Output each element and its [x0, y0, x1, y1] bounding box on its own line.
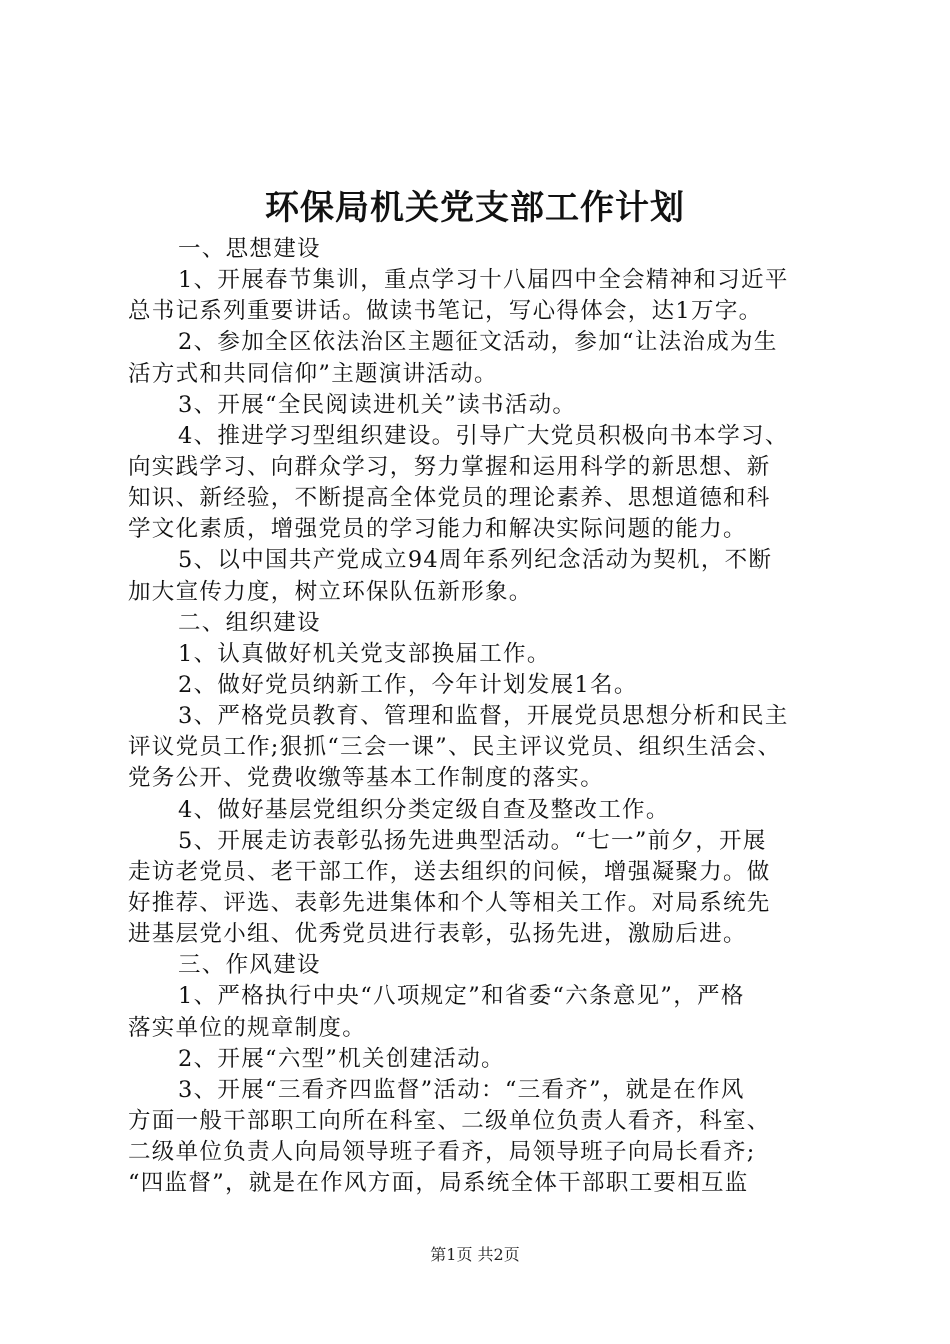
section-heading: 一、思想建设: [178, 236, 321, 262]
text-line: 学文化素质，增强党员的学习能力和解决实际问题的能力。: [128, 516, 747, 543]
text-line: 4、推进学习型组织建设。引导广大党员积极向书本学习、: [178, 422, 789, 449]
text-line: 1、严格执行中央“八项规定”和省委“六条意见”，严格: [178, 983, 745, 1010]
text-line: 3、严格党员教育、管理和监督，开展党员思想分析和民主: [178, 703, 789, 730]
document-title: 环保局机关党支部工作计划: [265, 188, 685, 228]
text-line: 加大宣传力度，树立环保队伍新形象。: [128, 578, 533, 605]
text-line: 评议党员工作;狠抓“三会一课”、民主评议党员、组织生活会、: [128, 734, 782, 761]
text-line: 2、参加全区依法治区主题征文活动，参加“让法治成为生: [178, 329, 778, 356]
text-line: 党务公开、党费收缴等基本工作制度的落实。: [128, 765, 605, 792]
text-line: 3、开展“全民阅读进机关”读书活动。: [178, 391, 577, 418]
text-line: “四监督”，就是在作风方面，局系统全体干部职工要相互监: [128, 1170, 749, 1197]
section-heading: 三、作风建设: [178, 952, 321, 979]
text-line: 2、做好党员纳新工作，今年计划发展1名。: [178, 671, 638, 698]
document-body: [128, 234, 834, 1199]
text-line: 知识、新经验，不断提高全体党员的理论素养、思想道德和科: [128, 485, 771, 512]
text-line: 5、以中国共产党成立94周年系列纪念活动为契机，不断: [178, 547, 773, 574]
text-line: 2、开展“六型”机关创建活动。: [178, 1045, 505, 1072]
text-line: 好推荐、评选、表彰先进集体和个人等相关工作。对局系统先: [128, 889, 771, 916]
page-footer: 第1页 共2页: [430, 1245, 520, 1264]
text-line: 走访老党员、老干部工作，送去组织的问候，增强凝聚力。做: [128, 858, 771, 885]
text-line: 1、开展春节集训，重点学习十八届四中全会精神和习近平: [178, 267, 789, 294]
text-line: 二级单位负责人向局领导班子看齐，局领导班子向局长看齐;: [128, 1139, 756, 1166]
text-line: 1、认真做好机关党支部换届工作。: [178, 640, 551, 667]
text-line: 4、做好基层党组织分类定级自查及整改工作。: [178, 796, 670, 823]
text-line: 总书记系列重要讲话。做读书笔记，写心得体会，达1万字。: [128, 298, 763, 325]
text-line: 活方式和共同信仰”主题演讲活动。: [128, 360, 498, 387]
text-line: 5、开展走访表彰弘扬先进典型活动。“七一”前夕，开展: [178, 827, 767, 854]
text-line: 3、开展“三看齐四监督”活动：“三看齐”，就是在作风: [178, 1076, 745, 1103]
section-heading: 二、组织建设: [178, 609, 321, 636]
text-line: 向实践学习、向群众学习，努力掌握和运用科学的新思想、新: [128, 453, 771, 480]
text-line: 落实单位的规章制度。: [128, 1014, 367, 1041]
text-line: 方面一般干部职工向所在科室、二级单位负责人看齐，科室、: [128, 1107, 771, 1134]
text-line: 进基层党小组、优秀党员进行表彰，弘扬先进，激励后进。: [128, 921, 747, 948]
